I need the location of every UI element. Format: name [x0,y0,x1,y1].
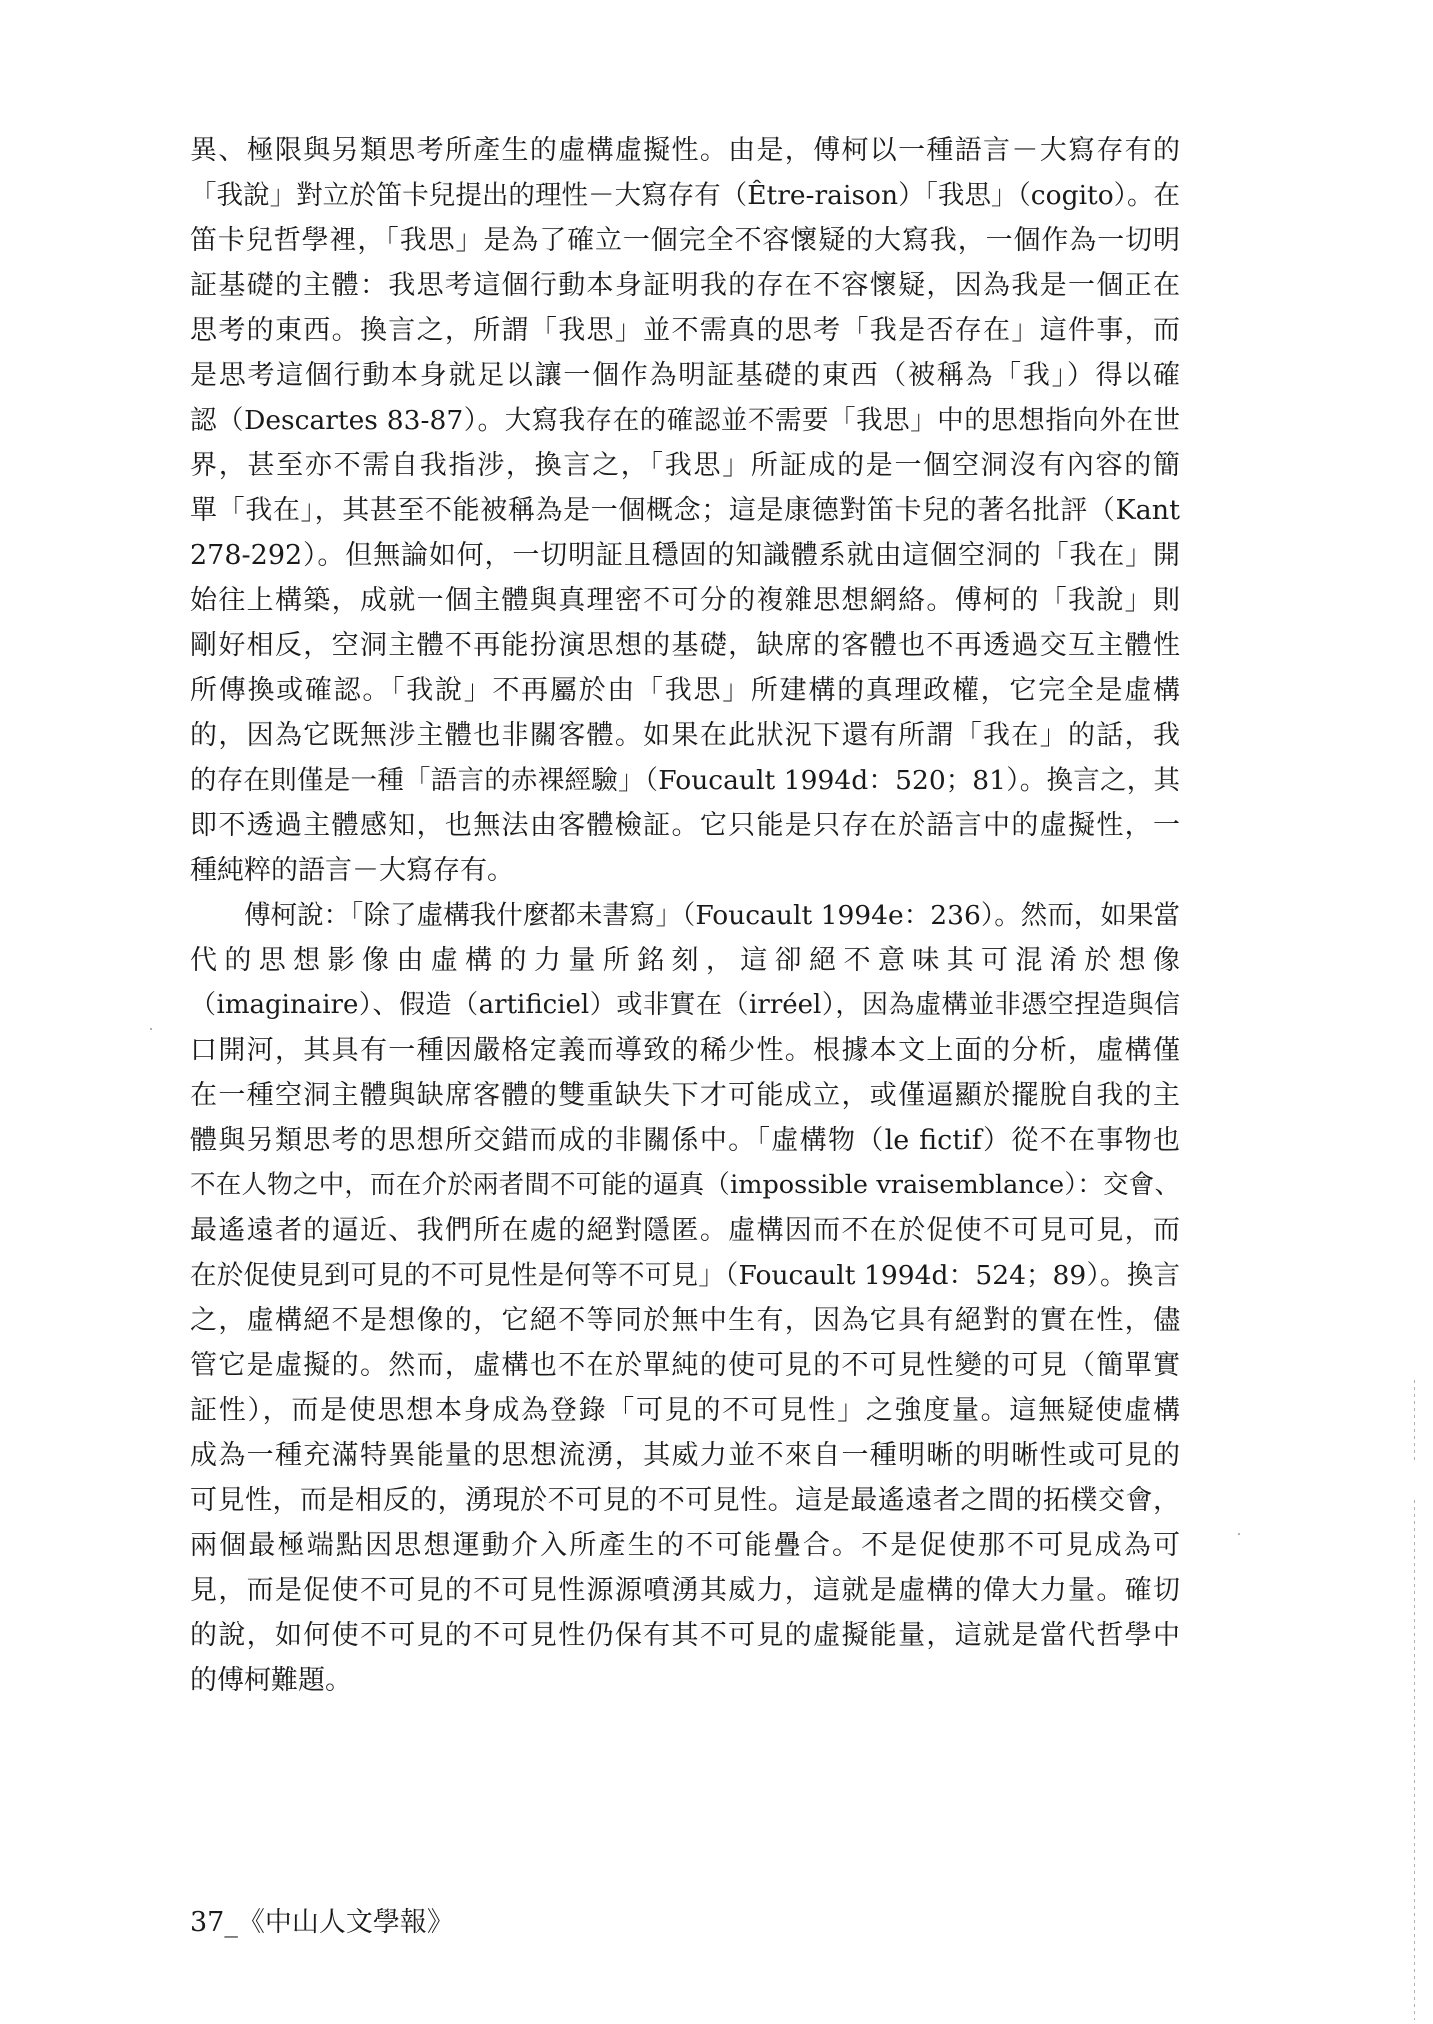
text-line: 278-292）。但無論如何，一切明証且穩固的知識體系就由這個空洞的「我在」開 [190,540,1180,571]
text-line: 証性），而是使思想本身成為登錄「可見的不可見性」之強度量。這無疑使虛構 [190,1395,1180,1426]
text-line: 見，而是促使不可見的不可見性源源噴湧其威力，這就是虛構的偉大力量。確切 [190,1575,1180,1606]
text-line: 不在人物之中，而在介於兩者間不可能的逼真（impossible vraisemblance）：交會、 [190,1170,1180,1200]
text-line: 始往上構築，成就一個主體與真理密不可分的複雜思想網絡。傅柯的「我說」則 [190,585,1180,616]
paragraph-1 [190,128,1180,893]
scan-margin-mark [1414,1380,1415,1460]
text-line: 異、極限與另類思考所產生的虛構虛擬性。由是，傅柯以一種語言－大寫存有的 [190,135,1180,166]
page-footer [190,1900,454,1939]
text-line: 認（Descartes 83-87）。大寫我存在的確認並不需要「我思」中的思想指向外在世 [190,405,1180,436]
scan-speck [1238,1533,1240,1535]
text-line: 種純粹的語言－大寫存有。 [190,855,514,886]
text-line: 的存在則僅是一種「語言的赤裸經驗」（Foucault 1994d：520；81）。換言之，其 [190,765,1180,796]
text-line: 成為一種充滿特異能量的思想流湧，其威力並不來自一種明晰的明晰性或可見的 [190,1440,1180,1471]
text-line: 的，因為它既無涉主體也非關客體。如果在此狀況下還有所謂「我在」的話，我 [190,720,1180,751]
text-line: 代的思想影像由虛構的力量所銘刻，這卻絕不意味其可混淆於想像 [190,945,1180,976]
text-line: 剛好相反，空洞主體不再能扮演思想的基礎，缺席的客體也不再透過交互主體性 [190,630,1180,661]
text-line: 兩個最極端點因思想運動介入所產生的不可能疊合。不是促使那不可見成為可 [190,1530,1180,1561]
text-line: 可見性，而是相反的，湧現於不可見的不可見性。這是最遙遠者之間的拓樸交會， [190,1485,1180,1516]
text-line: 口開河，其具有一種因嚴格定義而導致的稀少性。根據本文上面的分析，虛構僅 [190,1035,1180,1066]
text-line: 單「我在」，其甚至不能被稱為是一個概念；這是康德對笛卡兒的著名批評（Kant [190,495,1180,526]
text-line: 界，甚至亦不需自我指涉，換言之，「我思」所証成的是一個空洞沒有內容的簡 [190,450,1180,481]
scan-margin-mark [1414,1500,1415,2020]
text-line: 思考的東西。換言之，所謂「我思」並不需真的思考「我是否存在」這件事，而 [190,315,1180,346]
text-line: 管它是虛擬的。然而，虛構也不在於單純的使可見的不可見性變的可見（簡單實 [190,1350,1180,1381]
paragraph-2 [190,893,1180,1703]
text-line: 在一種空洞主體與缺席客體的雙重缺失下才可能成立，或僅逼顯於擺脫自我的主 [190,1080,1180,1111]
text-line: 最遙遠者的逼近、我們所在處的絕對隱匿。虛構因而不在於促使不可見可見，而 [190,1215,1180,1246]
text-line: 笛卡兒哲學裡，「我思」是為了確立一個完全不容懷疑的大寫我，一個作為一切明 [190,225,1180,256]
text-line: 所傳換或確認。「我說」不再屬於由「我思」所建構的真理政權，它完全是虛構 [190,675,1180,706]
body-text [190,128,1180,1703]
page-number-journal: 37_《中山人文學報》 [190,1907,454,1938]
text-line: 「我說」對立於笛卡兒提出的理性－大寫存有（Être-raison）「我思」（cogito）。在 [190,180,1180,211]
text-line: 傅柯說：「除了虛構我什麼都未書寫」（Foucault 1994e：236）。然而，如果當 [244,900,1180,931]
scan-speck [150,1028,152,1030]
text-line: 之，虛構絕不是想像的，它絕不等同於無中生有，因為它具有絕對的實在性，儘 [190,1305,1180,1336]
text-line: 的傅柯難題。 [190,1665,352,1696]
text-line: 體與另類思考的思想所交錯而成的非關係中。「虛構物（le fictif）從不在事物也 [190,1125,1180,1156]
text-line: 的說，如何使不可見的不可見性仍保有其不可見的虛擬能量，這就是當代哲學中 [190,1620,1180,1651]
text-line: （imaginaire）、假造（artificiel）或非實在（irréel），因為虛構並非憑空捏造與信 [190,990,1180,1020]
text-line: 即不透過主體感知，也無法由客體檢証。它只能是只存在於語言中的虛擬性，一 [190,810,1180,841]
text-line: 是思考這個行動本身就足以讓一個作為明証基礎的東西（被稱為「我」）得以確 [190,360,1180,391]
text-line: 在於促使見到可見的不可見性是何等不可見」（Foucault 1994d：524；89）。換言 [190,1260,1180,1291]
text-line: 証基礎的主體：我思考這個行動本身証明我的存在不容懷疑，因為我是一個正在 [190,270,1180,301]
